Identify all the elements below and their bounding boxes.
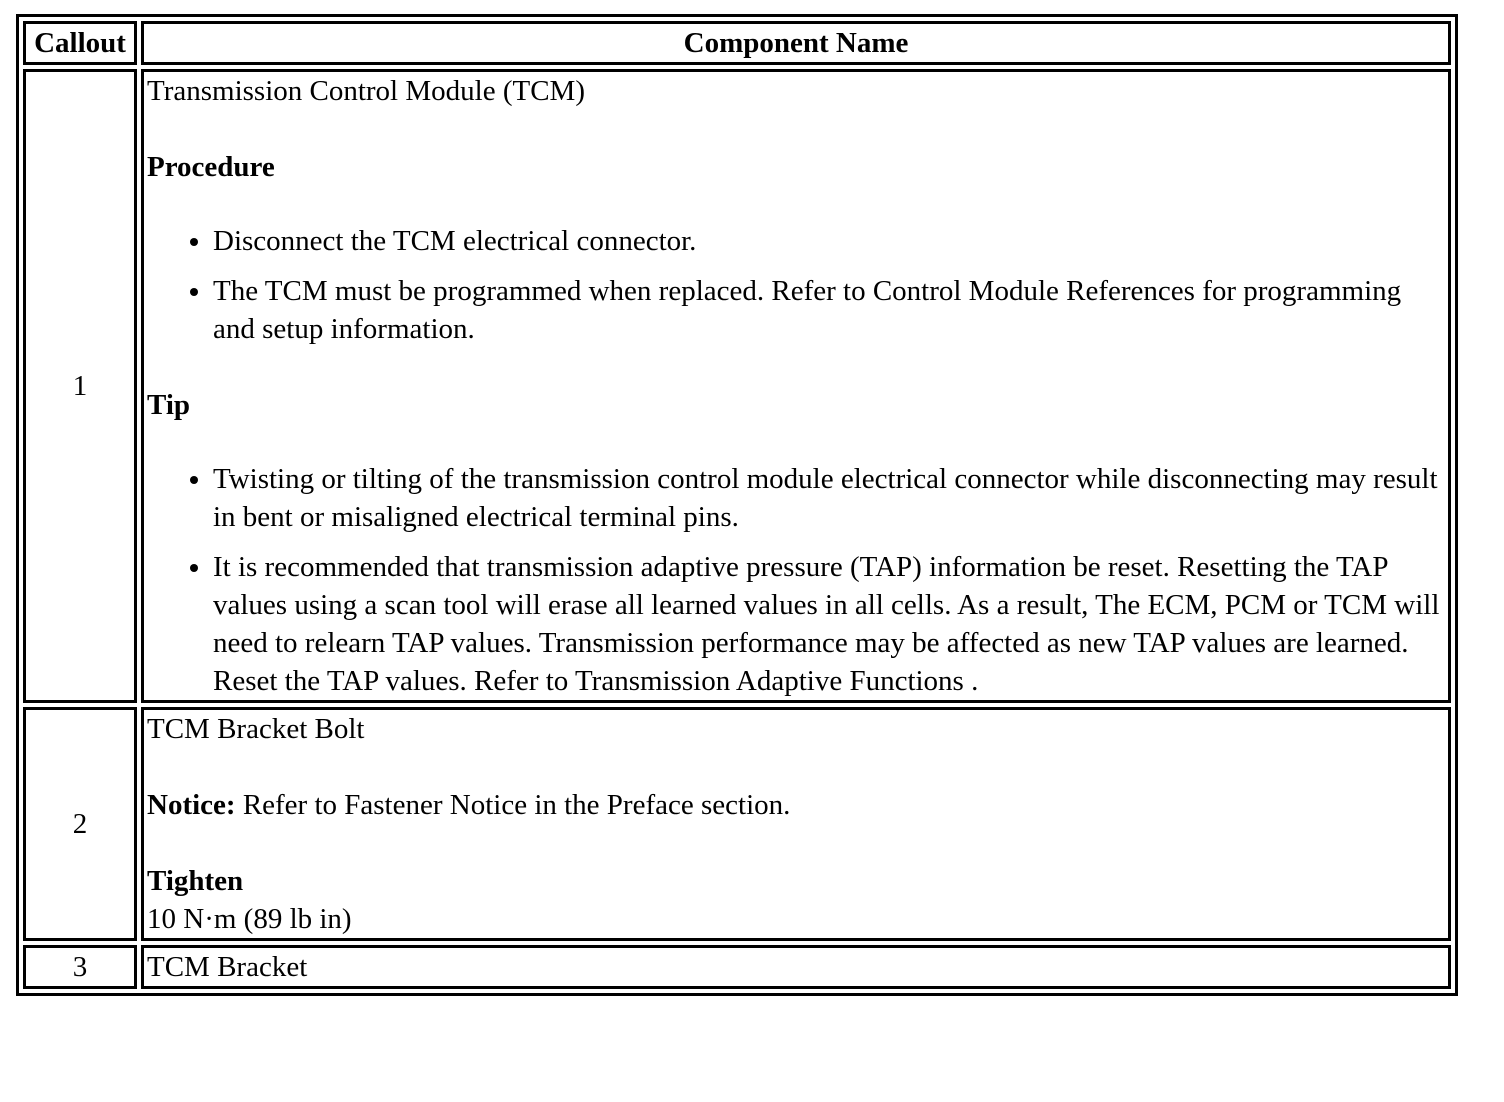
tighten-heading: Tighten <box>147 865 244 897</box>
procedure-heading: Procedure <box>147 151 275 183</box>
notice-text: Refer to Fastener Notice in the Preface section. <box>235 789 791 821</box>
procedure-list <box>147 222 1445 348</box>
header-callout: Callout <box>23 21 137 65</box>
table-row <box>23 945 1451 989</box>
component-table <box>16 14 1458 996</box>
callout-cell: 1 <box>23 69 137 703</box>
list-item: • Twisting or tilting of the transmission control module electrical connector while disconnecting may result in bent or misaligned electrical terminal pins. <box>213 460 1445 536</box>
list-item: • It is recommended that transmission adaptive pressure (TAP) information be reset. Resetting the TAP values using a scan tool will erase all learned values in all cells. As a result, The ECM, PCM or TCM will need to relearn TAP values. Transmission performance may be affected as new TAP values are learned. Reset the TAP values. Refer to Transmission Adaptive Functions . <box>213 548 1445 700</box>
callout-cell: 3 <box>23 945 137 989</box>
component-cell <box>141 707 1451 941</box>
notice-paragraph <box>147 786 1445 824</box>
component-cell <box>141 69 1451 703</box>
tip-heading: Tip <box>147 389 191 421</box>
component-name: TCM Bracket Bolt <box>147 713 365 745</box>
torque-spec: 10 N·m (89 lb in) <box>147 903 352 935</box>
list-item: • The TCM must be programmed when replaced. Refer to Control Module References for programming and setup information. <box>213 272 1445 348</box>
header-component-name: Component Name <box>141 21 1451 65</box>
table-row <box>23 707 1451 941</box>
component-cell <box>141 945 1451 989</box>
notice-label: Notice: <box>147 789 236 821</box>
component-name: TCM Bracket <box>147 951 308 983</box>
list-item: • Disconnect the TCM electrical connector. <box>213 222 1445 260</box>
component-name: Transmission Control Module (TCM) <box>147 75 585 107</box>
header-row <box>23 21 1451 65</box>
table-row <box>23 69 1451 703</box>
tip-list <box>147 460 1445 700</box>
callout-cell: 2 <box>23 707 137 941</box>
